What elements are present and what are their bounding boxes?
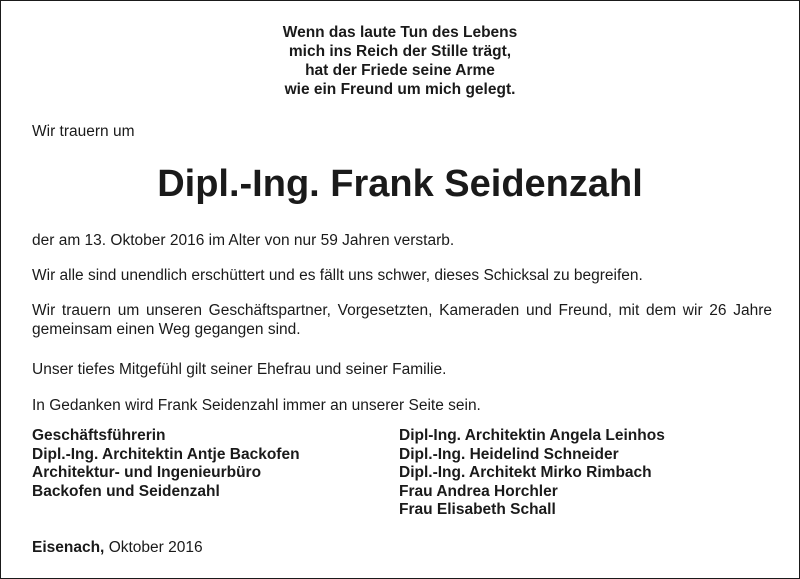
signature-line: Backofen und Seidenzahl — [32, 482, 220, 500]
place-date — [32, 538, 203, 557]
date: Oktober 2016 — [108, 539, 203, 556]
poem-line: Wenn das laute Tun des Lebens — [282, 24, 518, 41]
signatures-left — [32, 427, 300, 501]
poem-line: wie ein Freund um mich gelegt. — [284, 81, 516, 98]
signature-line: Geschäftsführerin — [32, 427, 166, 444]
paragraph-partner: Wir trauern um unseren Geschäftspartner, Vorgesetzten, Kameraden und Freund, mit dem wir 26 Jahre gemeinsam einen Weg gegangen sind. — [32, 302, 772, 338]
paragraph-condolence: Unser tiefes Mitgefühl gilt seiner Ehefrau und seiner Familie. — [32, 361, 447, 378]
poem-line: mich ins Reich der Stille trägt, — [288, 43, 512, 60]
poem — [1, 23, 799, 99]
place: Eisenach, — [32, 539, 105, 556]
paragraph-remembrance: In Gedanken wird Frank Seidenzahl immer an unserer Seite sein. — [32, 397, 481, 414]
poem-line: hat der Friede seine Arme — [305, 62, 495, 79]
signature-line: Dipl.-Ing. Architektin Antje Backofen — [32, 445, 300, 463]
intro-text: Wir trauern um — [32, 123, 135, 140]
deceased-name: Dipl.-Ing. Frank Seidenzahl — [157, 163, 643, 205]
signature-line: Dipl.-Ing. Heidelind Schneider — [399, 445, 619, 463]
signature-line: Frau Andrea Horchler — [399, 482, 558, 500]
signature-line: Architektur- und Ingenieurbüro — [32, 464, 262, 481]
signatures-right — [399, 427, 665, 520]
signature-line: Dipl.-Ing. Architekt Mirko Rimbach — [399, 464, 652, 481]
signature-line: Frau Elisabeth Schall — [399, 501, 556, 518]
signature-line: Dipl-Ing. Architektin Angela Leinhos — [399, 427, 665, 444]
paragraph-death-date: der am 13. Oktober 2016 im Alter von nur 59 Jahren verstarb. — [32, 232, 455, 249]
paragraph-grief: Wir alle sind unendlich erschüttert und es fällt uns schwer, dieses Schicksal zu begreifen. — [32, 267, 643, 284]
